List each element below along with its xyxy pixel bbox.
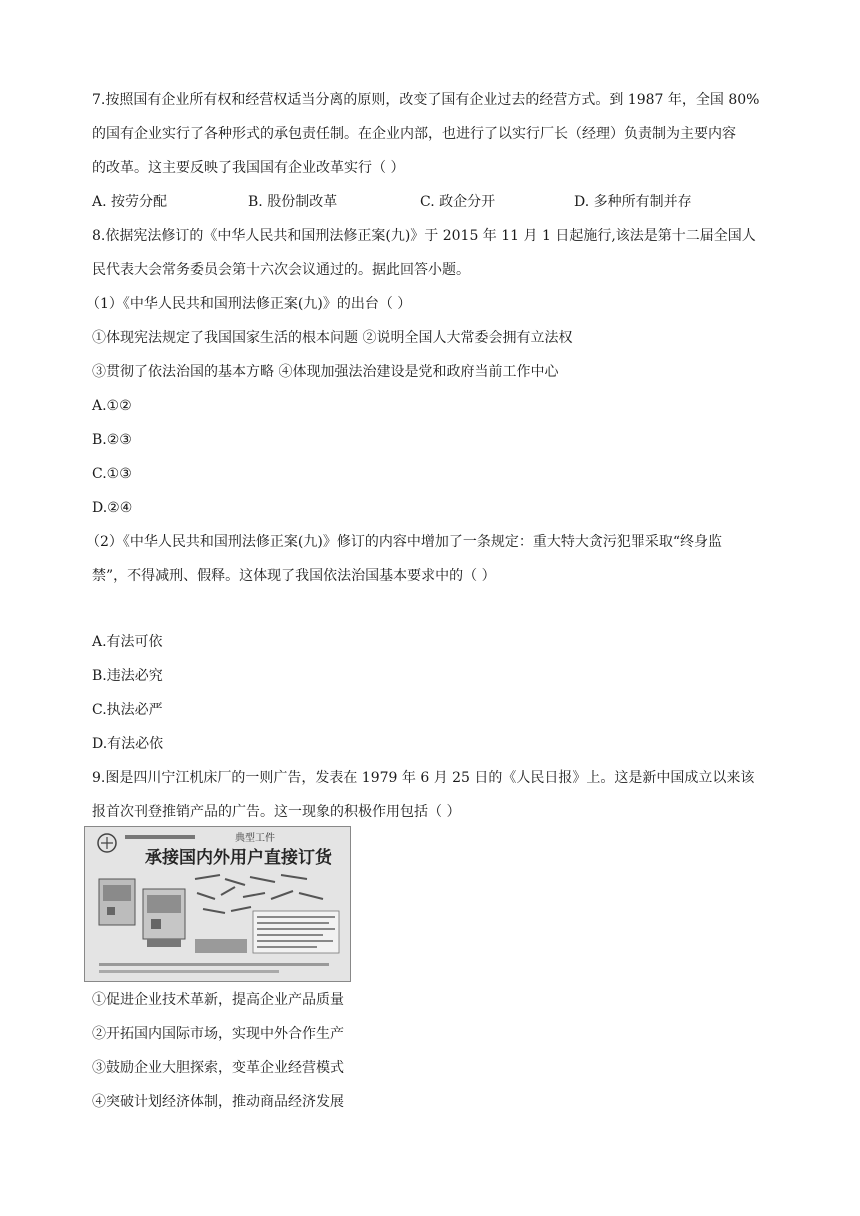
q9-statement-2: ②开拓国内国际市场，实现中外合作生产: [92, 1026, 344, 1042]
q8-sub1-statements-2: ③贯彻了依法治国的基本方略 ④体现加强法治建设是党和政府当前工作中心: [92, 364, 559, 380]
q7-line-2: 的国有企业实行了各种形式的承包责任制。在企业内部，也进行了以实行厂长（经理）负责制为主要内容: [92, 126, 736, 142]
q8-sub1-option-c: C.①③: [92, 466, 132, 482]
q8-sub1-option-b: B.②③: [92, 432, 132, 448]
q8-sub1-option-a: A.①②: [92, 398, 132, 414]
ad-tag: 典型工件: [235, 833, 275, 844]
q8-sub2-line-1: （2）《中华人民共和国刑法修正案(九)》修订的内容中增加了一条规定：重大特大贪污犯罪采取“终身监: [86, 534, 722, 550]
q7-option-c: C. 政企分开: [420, 194, 496, 210]
q8-sub1-option-d: D.②④: [92, 500, 133, 516]
q8-sub2-option-d: D.有法必依: [92, 736, 164, 752]
q7-option-a: A. 按劳分配: [92, 194, 168, 210]
q8-sub2-option-c: C.执法必严: [92, 702, 163, 718]
q8-line-2: 民代表大会常务委员会第十六次会议通过的。据此回答小题。: [92, 262, 470, 278]
q8-sub2-line-2: 禁”，不得减刑、假释。这体现了我国依法治国基本要求中的（ ）: [92, 568, 496, 584]
q8-sub2-option-b: B.违法必究: [92, 668, 163, 684]
q7-line-1: 7.按照国有企业所有权和经营权适当分离的原则，改变了国有企业过去的经营方式。到 1987 年，全国 80%: [92, 92, 760, 108]
ad-headline: 承接国内外用户直接订货: [145, 848, 332, 868]
q9-statement-4: ④突破计划经济体制，推动商品经济发展: [92, 1094, 344, 1110]
q8-sub1-stem: （1）《中华人民共和国刑法修正案(九)》的出台（ ）: [86, 296, 412, 312]
q9-statement-3: ③鼓励企业大胆探索，变革企业经营模式: [92, 1060, 344, 1076]
q8-sub1-statements-1: ①体现宪法规定了我国国家生活的根本问题 ②说明全国人大常委会拥有立法权: [92, 330, 573, 346]
q9-line-2: 报首次刊登推销产品的广告。这一现象的积极作用包括（ ）: [92, 804, 461, 820]
q8-line-1: 8.依据宪法修订的《中华人民共和国刑法修正案(九)》于 2015 年 11 月 1 日起施行,该法是第十二届全国人: [92, 228, 756, 244]
q9-statement-1: ①促进企业技术革新，提高企业产品质量: [92, 992, 344, 1008]
newspaper-ad-image: [84, 826, 351, 982]
q7-option-d: D. 多种所有制并存: [574, 194, 692, 210]
q9-line-1: 9.图是四川宁江机床厂的一则广告，发表在 1979 年 6 月 25 日的《人民日报》上。这是新中国成立以来该: [92, 770, 755, 786]
q7-line-3: 的改革。这主要反映了我国国有企业改革实行（ ）: [92, 160, 405, 176]
q8-sub2-option-a: A.有法可依: [92, 634, 163, 650]
q7-option-b: B. 股份制改革: [248, 194, 338, 210]
